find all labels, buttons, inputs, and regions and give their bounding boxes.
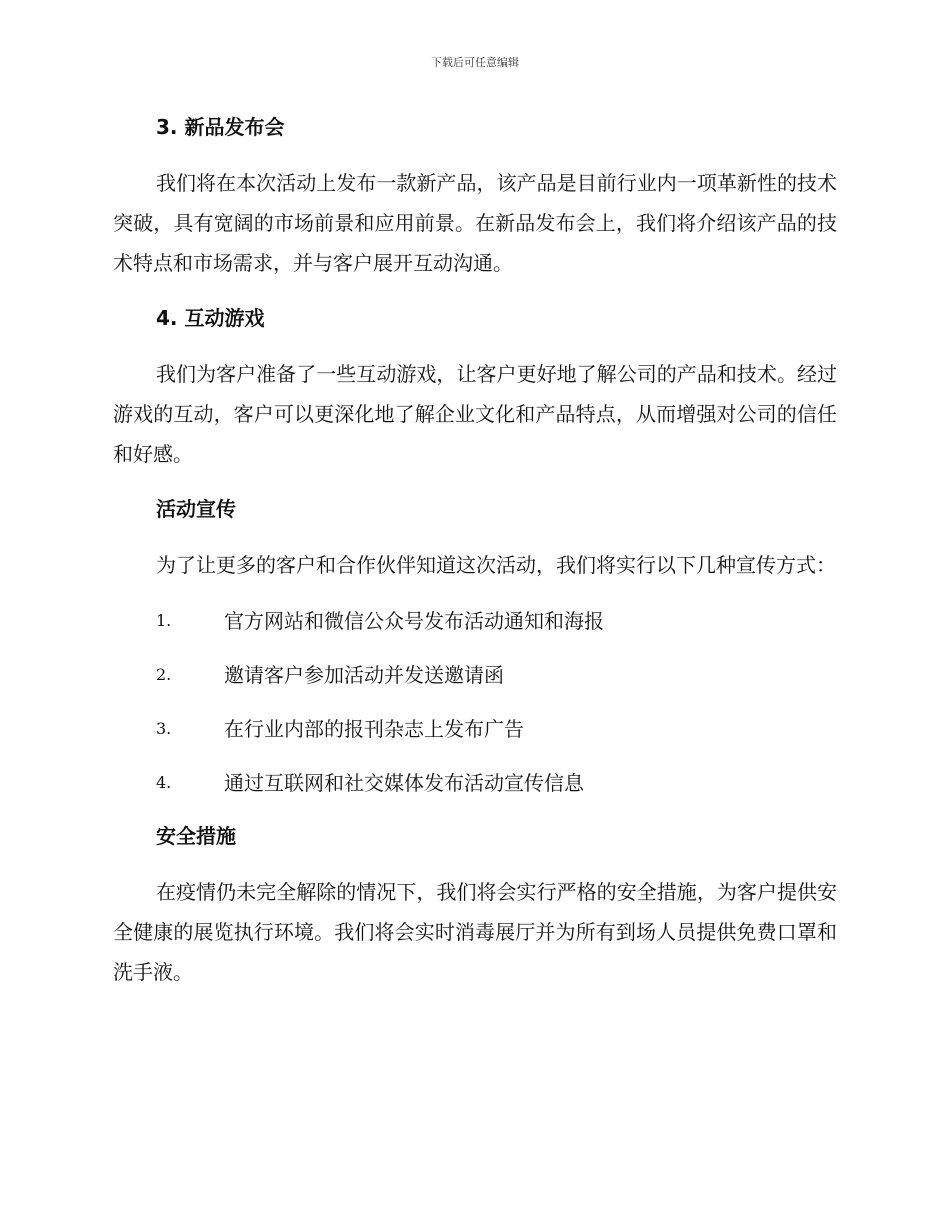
list-item-text: 通过互联网和社交媒体发布活动宣传信息 xyxy=(224,771,584,795)
list-item-text: 在行业内部的报刊杂志上发布广告 xyxy=(224,717,524,741)
list-item xyxy=(113,763,837,817)
list-item-number: 1. xyxy=(156,611,172,630)
list-item-text: 邀请客户参加活动并发送邀请函 xyxy=(224,663,504,687)
section-heading-launch: 3. 新品发布会 xyxy=(156,115,285,139)
section-heading-safety: 安全措施 xyxy=(156,824,236,848)
section-heading-games: 4. 互动游戏 xyxy=(156,306,265,330)
list-item-number: 3. xyxy=(156,719,172,738)
paragraph-promotion: 为了让更多的客户和合作伙伴知道这次活动，我们将实行以下几种宣传方式： xyxy=(156,553,836,577)
list-item-text: 官方网站和微信公众号发布活动通知和海报 xyxy=(224,609,604,633)
list-item-number: 2. xyxy=(156,665,172,684)
paragraph-launch: 我们将在本次活动上发布一款新产品，该产品是目前行业内一项革新性的技术突破，具有宽阔的市场前景和应用前景。在新品发布会上，我们将介绍该产品的技术特点和市场需求，并与客户展开互动沟通。 xyxy=(113,171,837,275)
list-item xyxy=(113,709,837,763)
document-body xyxy=(113,108,837,992)
page-header: 下载后可任意编辑 xyxy=(431,56,519,69)
paragraph-games: 我们为客户准备了一些互动游戏，让客户更好地了解公司的产品和技术。经过游戏的互动，客户可以更深化地了解企业文化和产品特点，从而增强对公司的信任和好感。 xyxy=(113,362,837,466)
list-item xyxy=(113,601,837,655)
promotion-list xyxy=(113,601,837,817)
list-item xyxy=(113,655,837,709)
paragraph-safety: 在疫情仍未完全解除的情况下，我们将会实行严格的安全措施，为客户提供安全健康的展览执行环境。我们将会实时消毒展厅并为所有到场人员提供免费口罩和洗手液。 xyxy=(113,880,837,984)
list-item-number: 4. xyxy=(156,773,172,792)
section-heading-promotion: 活动宣传 xyxy=(156,497,236,521)
